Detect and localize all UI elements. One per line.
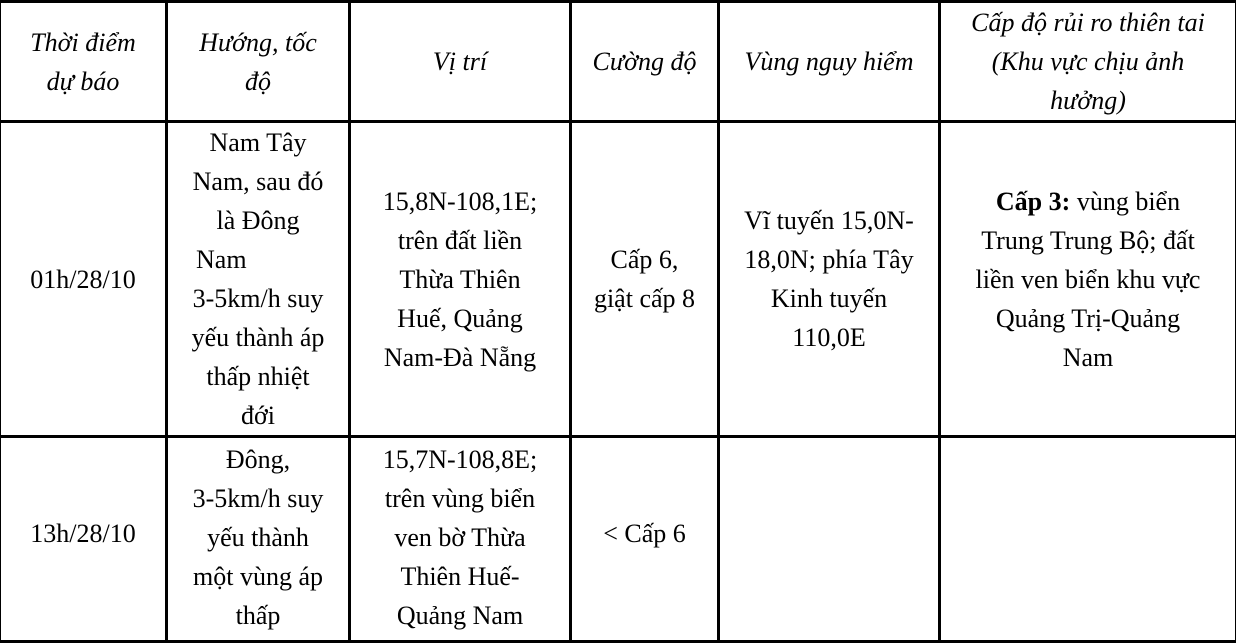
header-risk-level bbox=[940, 2, 1236, 122]
cell-time: 01h/28/10 bbox=[0, 122, 167, 437]
header-text: Hướng, tốc bbox=[174, 23, 342, 62]
header-danger-zone bbox=[719, 2, 940, 122]
cell-line: ven bờ Thừa bbox=[357, 518, 563, 557]
cell-line: Nam bbox=[947, 338, 1229, 377]
cell-line: 110,0E bbox=[726, 318, 932, 357]
cell-line: Đông, bbox=[174, 440, 342, 479]
cell-position bbox=[350, 122, 571, 437]
cell-line: < Cấp 6 bbox=[578, 514, 711, 553]
cell-risk-level bbox=[940, 437, 1236, 642]
cell-line: giật cấp 8 bbox=[578, 279, 711, 318]
cell-line: Thừa Thiên bbox=[357, 260, 563, 299]
header-text: Thời điểm bbox=[7, 23, 159, 62]
header-text: độ bbox=[174, 62, 342, 101]
cell-line: Huế, Quảng bbox=[357, 299, 563, 338]
cell-line: Nam, sau đó bbox=[174, 162, 342, 201]
cell-line: Nam bbox=[174, 240, 342, 279]
header-text: dự báo bbox=[7, 62, 159, 101]
cell-line: 13h/28/10 bbox=[30, 519, 135, 548]
cell-position bbox=[350, 437, 571, 642]
cell-line: Thiên Huế- bbox=[357, 557, 563, 596]
cell-line: thấp nhiệt bbox=[174, 357, 342, 396]
table-row bbox=[0, 437, 1236, 642]
header-row bbox=[0, 2, 1236, 122]
cell-line: Cấp 6, bbox=[578, 240, 711, 279]
cell-intensity bbox=[571, 437, 719, 642]
cell-line: yếu thành áp bbox=[174, 318, 342, 357]
header-intensity bbox=[571, 2, 719, 122]
cell-line: 15,7N-108,8E; bbox=[357, 440, 563, 479]
cell-line: Vĩ tuyến 15,0N- bbox=[726, 201, 932, 240]
cell-danger-zone bbox=[719, 122, 940, 437]
header-text: Vị trí bbox=[357, 42, 563, 81]
cell-line: thấp bbox=[174, 596, 342, 635]
cell-intensity bbox=[571, 122, 719, 437]
cell-time bbox=[0, 437, 167, 642]
cell-line: 18,0N; phía Tây bbox=[726, 240, 932, 279]
cell-line: liền ven biển khu vực bbox=[947, 260, 1229, 299]
cell-line: yếu thành bbox=[174, 518, 342, 557]
cell-line: trên vùng biển bbox=[357, 479, 563, 518]
cell-line: đới bbox=[174, 396, 342, 435]
header-text: hưởng) bbox=[947, 81, 1229, 120]
cell-line: Trung Trung Bộ; đất bbox=[947, 221, 1229, 260]
cell-line bbox=[947, 182, 1229, 221]
risk-level-text: vùng biển bbox=[1070, 187, 1180, 216]
cell-line: 3-5km/h suy bbox=[174, 479, 342, 518]
header-text: Vùng nguy hiểm bbox=[726, 42, 932, 81]
cell-direction bbox=[167, 122, 350, 437]
header-direction-speed bbox=[167, 2, 350, 122]
header-text: Cấp độ rủi ro thiên tai bbox=[947, 3, 1229, 42]
cell-line: Nam Tây bbox=[174, 123, 342, 162]
cell-line: là Đông bbox=[174, 201, 342, 240]
cell-line: trên đất liền bbox=[357, 221, 563, 260]
cell-line: một vùng áp bbox=[174, 557, 342, 596]
header-position bbox=[350, 2, 571, 122]
cell-line: Kinh tuyến bbox=[726, 279, 932, 318]
cell-line: 15,8N-108,1E; bbox=[357, 182, 563, 221]
cell-risk-level bbox=[940, 122, 1236, 437]
cell-danger-zone bbox=[719, 437, 940, 642]
risk-level-label: Cấp 3: bbox=[996, 187, 1070, 216]
cell-direction bbox=[167, 437, 350, 642]
table-row bbox=[0, 122, 1236, 437]
cell-line: Quảng Nam bbox=[357, 596, 563, 635]
header-text: Cường độ bbox=[578, 42, 711, 81]
cell-line: Nam-Đà Nẵng bbox=[357, 338, 563, 377]
cell-line: Quảng Trị-Quảng bbox=[947, 299, 1229, 338]
header-forecast-time bbox=[0, 2, 167, 122]
header-text: (Khu vực chịu ảnh bbox=[947, 42, 1229, 81]
cell-line: 3-5km/h suy bbox=[174, 279, 342, 318]
